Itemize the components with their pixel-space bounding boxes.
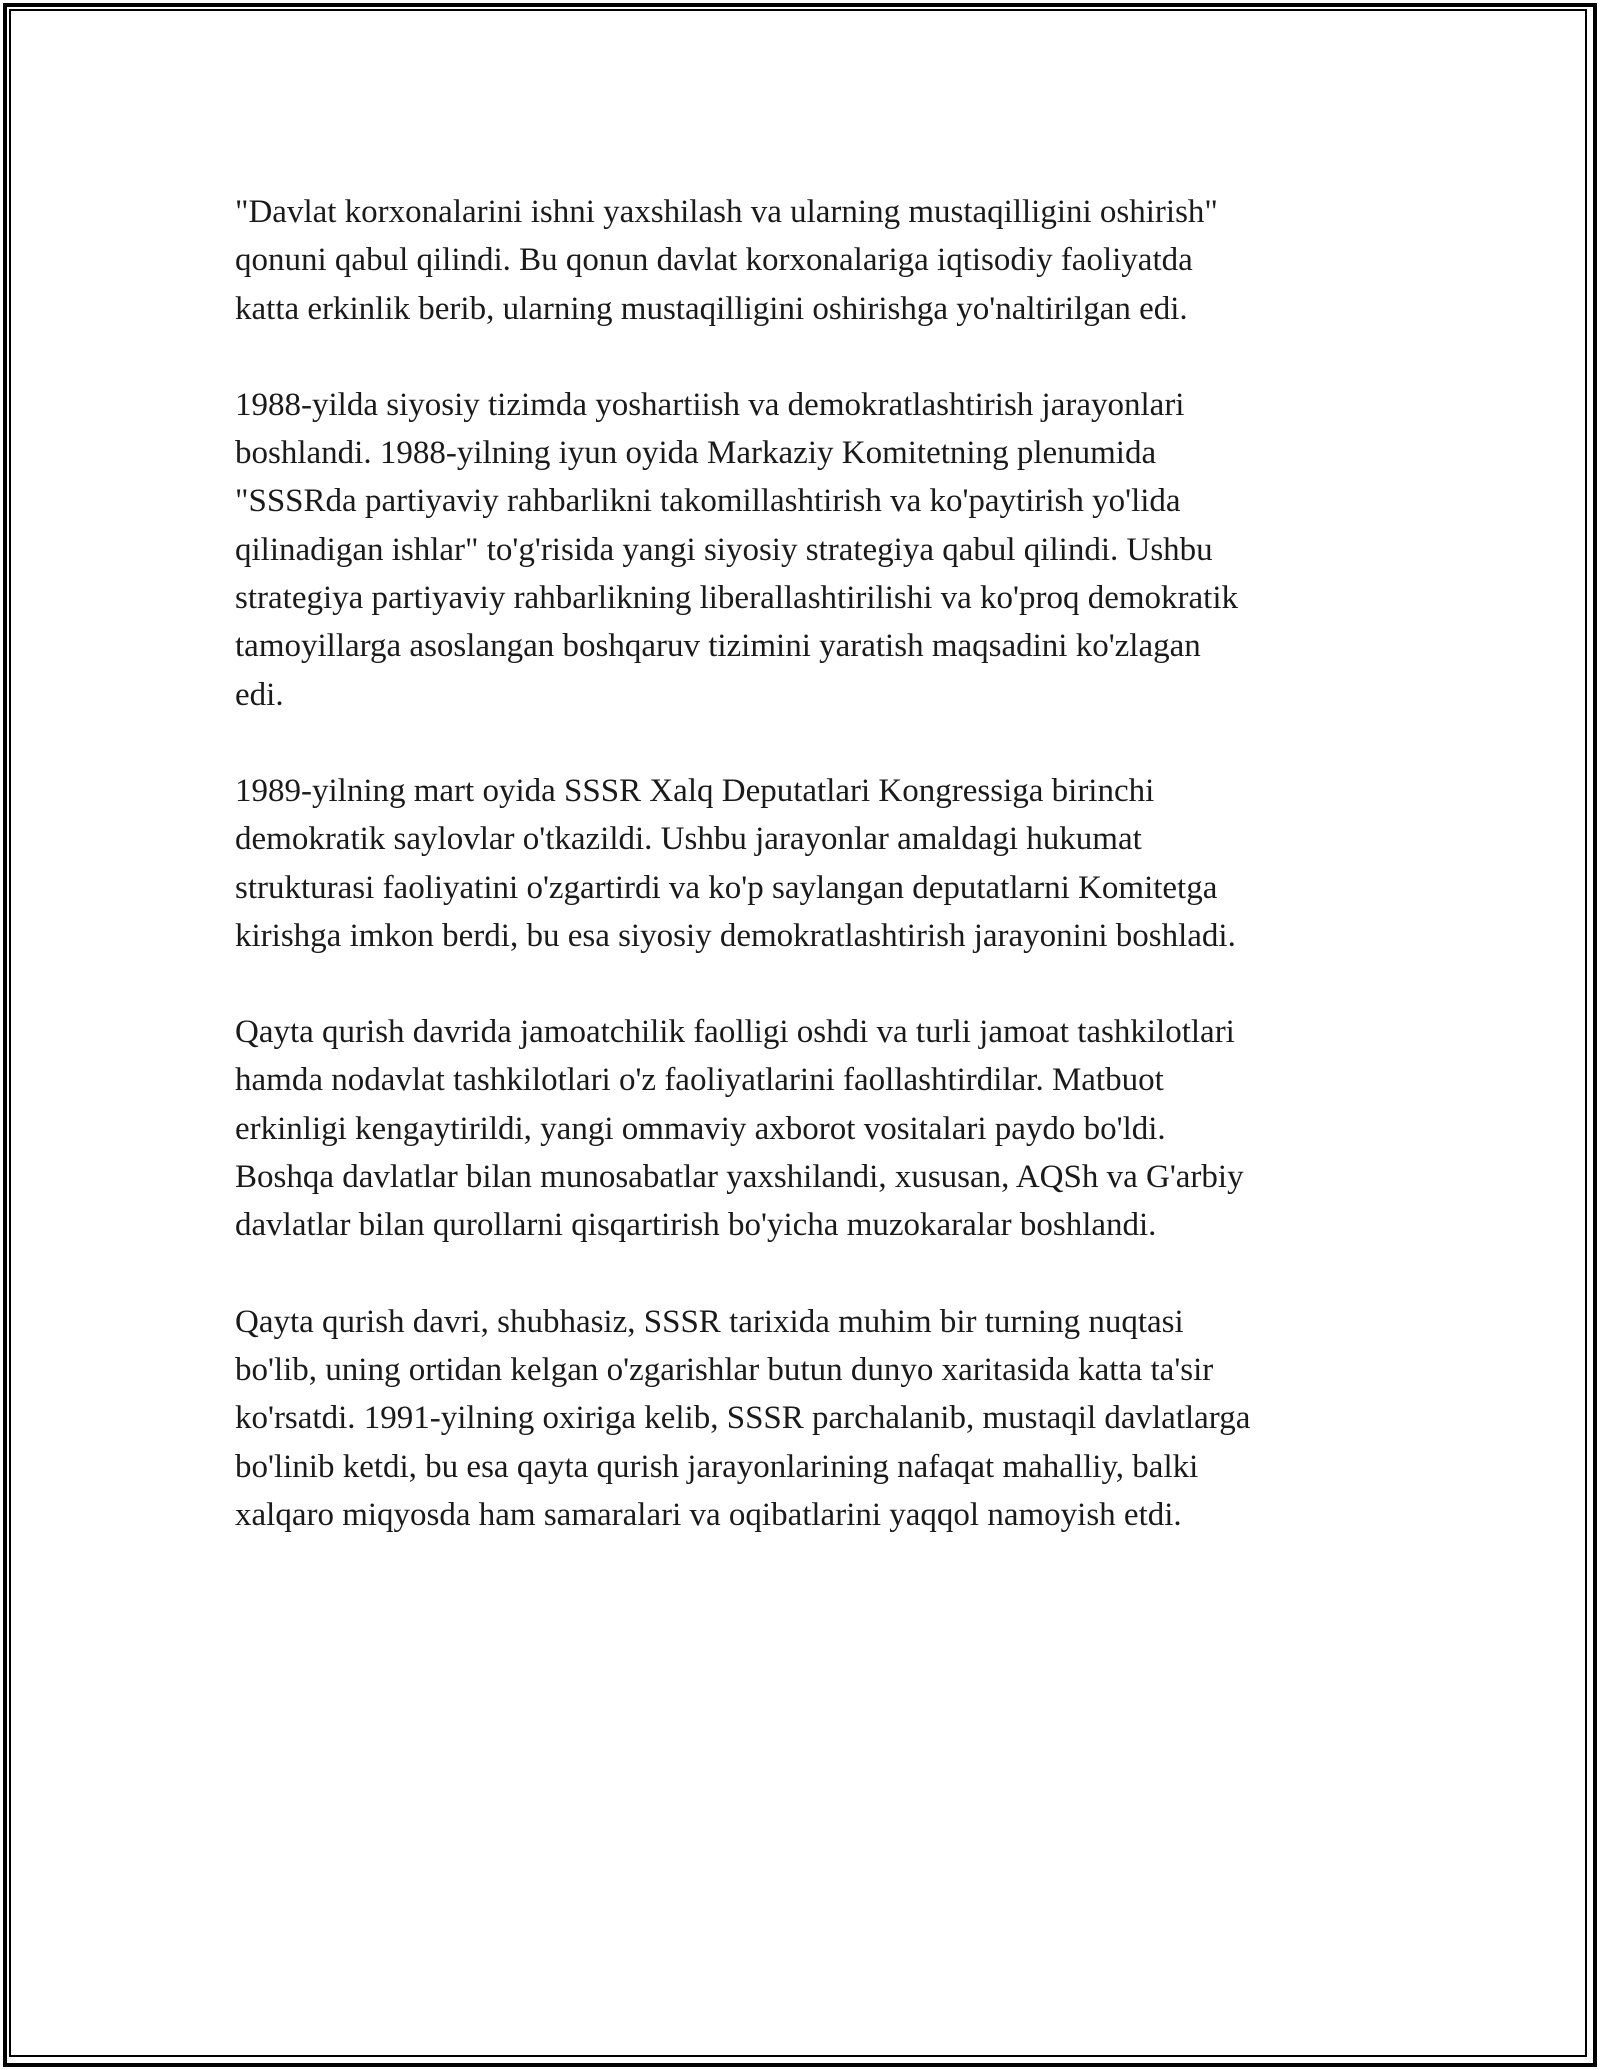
document-body	[235, 188, 1395, 1587]
paragraph-1988-siyosiy-tizim: 1988-yilda siyosiy tizimda yoshartiish va demokratlashtirish jarayonlari boshlandi. 1988-yilning iyun oyida Markaziy Komitetning plenumida "SSSRda partiyaviy rahbarlikni takomillashtirish va ko'paytirish yo'lida qilinadigan ishlar" to'g'risida yangi siyosiy strategiya qabul qilindi. Ushbu strategiya partiyaviy rahbarlikning liberallashtirilishi va ko'proq demokratik tamoyillarga asoslangan boshqaruv tizimini yaratish maqsadini ko'zlagan edi.	[235, 386, 1239, 713]
paragraph-korxonalar-qonuni: "Davlat korxonalarini ishni yaxshilash va ularning mustaqilligini oshirish" qonuni qabul qilindi. Bu qonun davlat korxonalariga iqtisodiy faoliyatda katta erkinlik berib, ularning mustaqilligini oshirishga yo'naltirilgan edi.	[235, 194, 1218, 327]
paragraph-jamoatchilik-faolligi: Qayta qurish davrida jamoatchilik faolligi oshdi va turli jamoat tashkilotlari hamda nodavlat tashkilotlari o'z faoliyatlarini faollashtirdilar. Matbuot erkinligi kengaytirildi, yangi ommaviy axborot vositalari paydo bo'ldi. Boshqa davlatlar bilan munosabatlar yaxshilandi, xususan, AQSh va G'arbiy davlatlar bilan qurollarni qisqartirish bo'yicha muzokaralar boshlandi.	[235, 1014, 1244, 1244]
paragraph-qayta-qurish-xulosa: Qayta qurish davri, shubhasiz, SSSR tarixida muhim bir turning nuqtasi bo'lib, uning ortidan kelgan o'zgarishlar butun dunyo xaritasida katta ta'sir ko'rsatdi. 1991-yilning oxiriga kelib, SSSR parchalanib, mustaqil davlatlarga bo'linib ketdi, bu esa qayta qurish jarayonlarining nafaqat mahalliy, balki xalqaro miqyosda ham samaralari va oqibatlarini yaqqol namoyish etdi.	[235, 1303, 1251, 1533]
paragraph-1989-saylovlar: 1989-yilning mart oyida SSSR Xalq Deputatlari Kongressiga birinchi demokratik saylovlar o'tkazildi. Ushbu jarayonlar amaldagi hukumat strukturasi faoliyatini o'zgartirdi va ko'p saylangan deputatlarni Komitetga kirishga imkon berdi, bu esa siyosiy demokratlashtirish jarayonini boshladi.	[235, 772, 1236, 954]
